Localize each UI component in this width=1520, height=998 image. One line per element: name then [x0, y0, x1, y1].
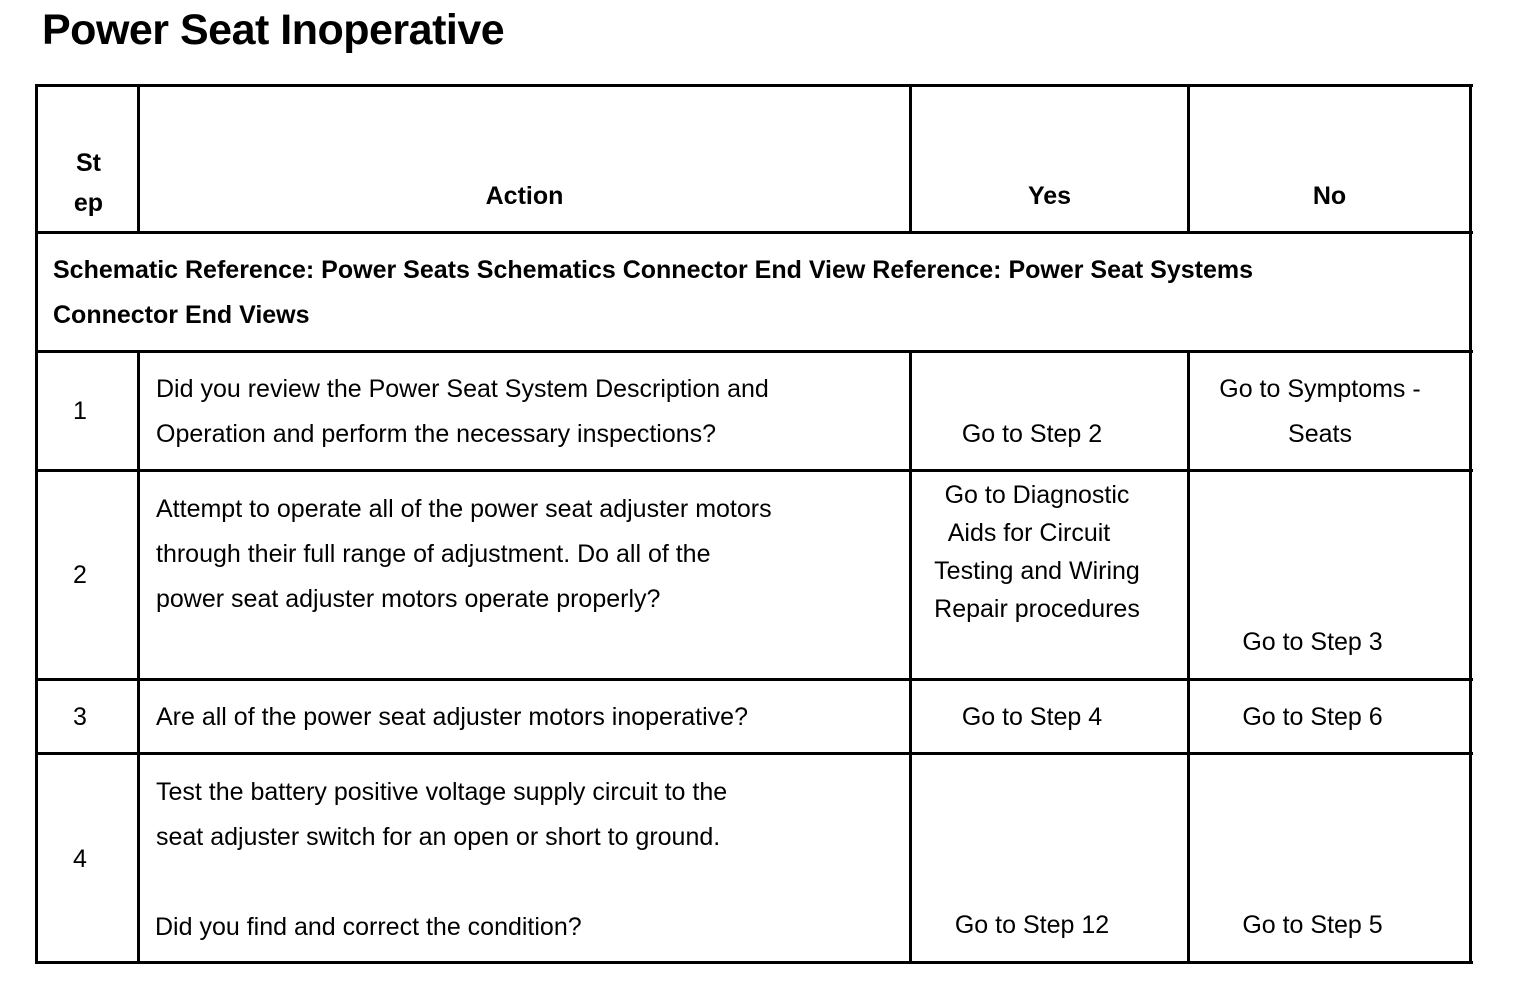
- header-step: [40, 143, 137, 223]
- no-1-line2: Seats: [1288, 420, 1352, 448]
- yes-2-line2: Aids for Circuit: [947, 519, 1111, 547]
- schematic-reference-line1: Schematic Reference: Power Seats Schematics Connector End View Reference: Power Seat Systems: [53, 256, 1254, 284]
- row-divider-3: [35, 752, 1473, 755]
- yes-3: Go to Step 4: [961, 703, 1103, 731]
- column-divider-step: [137, 84, 140, 234]
- no-4: Go to Step 5: [1242, 911, 1383, 939]
- action-4-line2: seat adjuster switch for an open or short to ground.: [156, 823, 721, 851]
- no-1-line1: Go to Symptoms -: [1219, 375, 1421, 403]
- column-divider-action: [909, 84, 912, 234]
- header-step-line2: ep: [73, 189, 104, 217]
- page-title: Power Seat Inoperative: [42, 6, 505, 54]
- header-no: No: [1312, 182, 1347, 210]
- step-number-1: 1: [73, 397, 87, 425]
- column-divider-step: [137, 350, 140, 964]
- yes-2-line1: Go to Diagnostic: [944, 481, 1130, 509]
- table-border-bottom: [35, 961, 1473, 964]
- reference-divider: [35, 350, 1473, 353]
- yes-1: Go to Step 2: [961, 420, 1103, 448]
- header-yes: Yes: [1027, 182, 1072, 210]
- header-divider: [35, 231, 1473, 234]
- yes-2-line4: Repair procedures: [934, 595, 1140, 623]
- table-border-left: [35, 84, 38, 964]
- action-2-line3: power seat adjuster motors operate properly?: [156, 585, 661, 613]
- action-4-line1: Test the battery positive voltage supply circuit to the: [156, 778, 728, 806]
- yes-4: Go to Step 12: [954, 911, 1110, 939]
- action-3: Are all of the power seat adjuster motors inoperative?: [156, 703, 748, 731]
- row-divider-1: [35, 469, 1473, 472]
- table-border-right: [1469, 84, 1472, 964]
- action-1-line2: Operation and perform the necessary inspections?: [156, 420, 717, 448]
- header-step-line1: St: [76, 149, 101, 177]
- action-2-line2: through their full range of adjustment. Do all of the: [156, 540, 711, 568]
- no-3: Go to Step 6: [1242, 703, 1383, 731]
- step-number-2: 2: [73, 561, 87, 589]
- column-divider-yes: [1187, 84, 1190, 234]
- action-1-line1: Did you review the Power Seat System Description and: [156, 375, 769, 403]
- schematic-reference-line2: Connector End Views: [53, 301, 310, 329]
- header-action: Action: [485, 182, 564, 210]
- action-2-line1: Attempt to operate all of the power seat adjuster motors: [156, 495, 772, 523]
- table-border-top: [35, 84, 1473, 87]
- row-divider-2: [35, 678, 1473, 681]
- action-4-line3: Did you find and correct the condition?: [155, 913, 582, 941]
- yes-2-line3: Testing and Wiring: [934, 557, 1140, 585]
- step-number-3: 3: [73, 703, 87, 731]
- step-number-4: 4: [73, 845, 87, 873]
- no-2: Go to Step 3: [1242, 628, 1383, 656]
